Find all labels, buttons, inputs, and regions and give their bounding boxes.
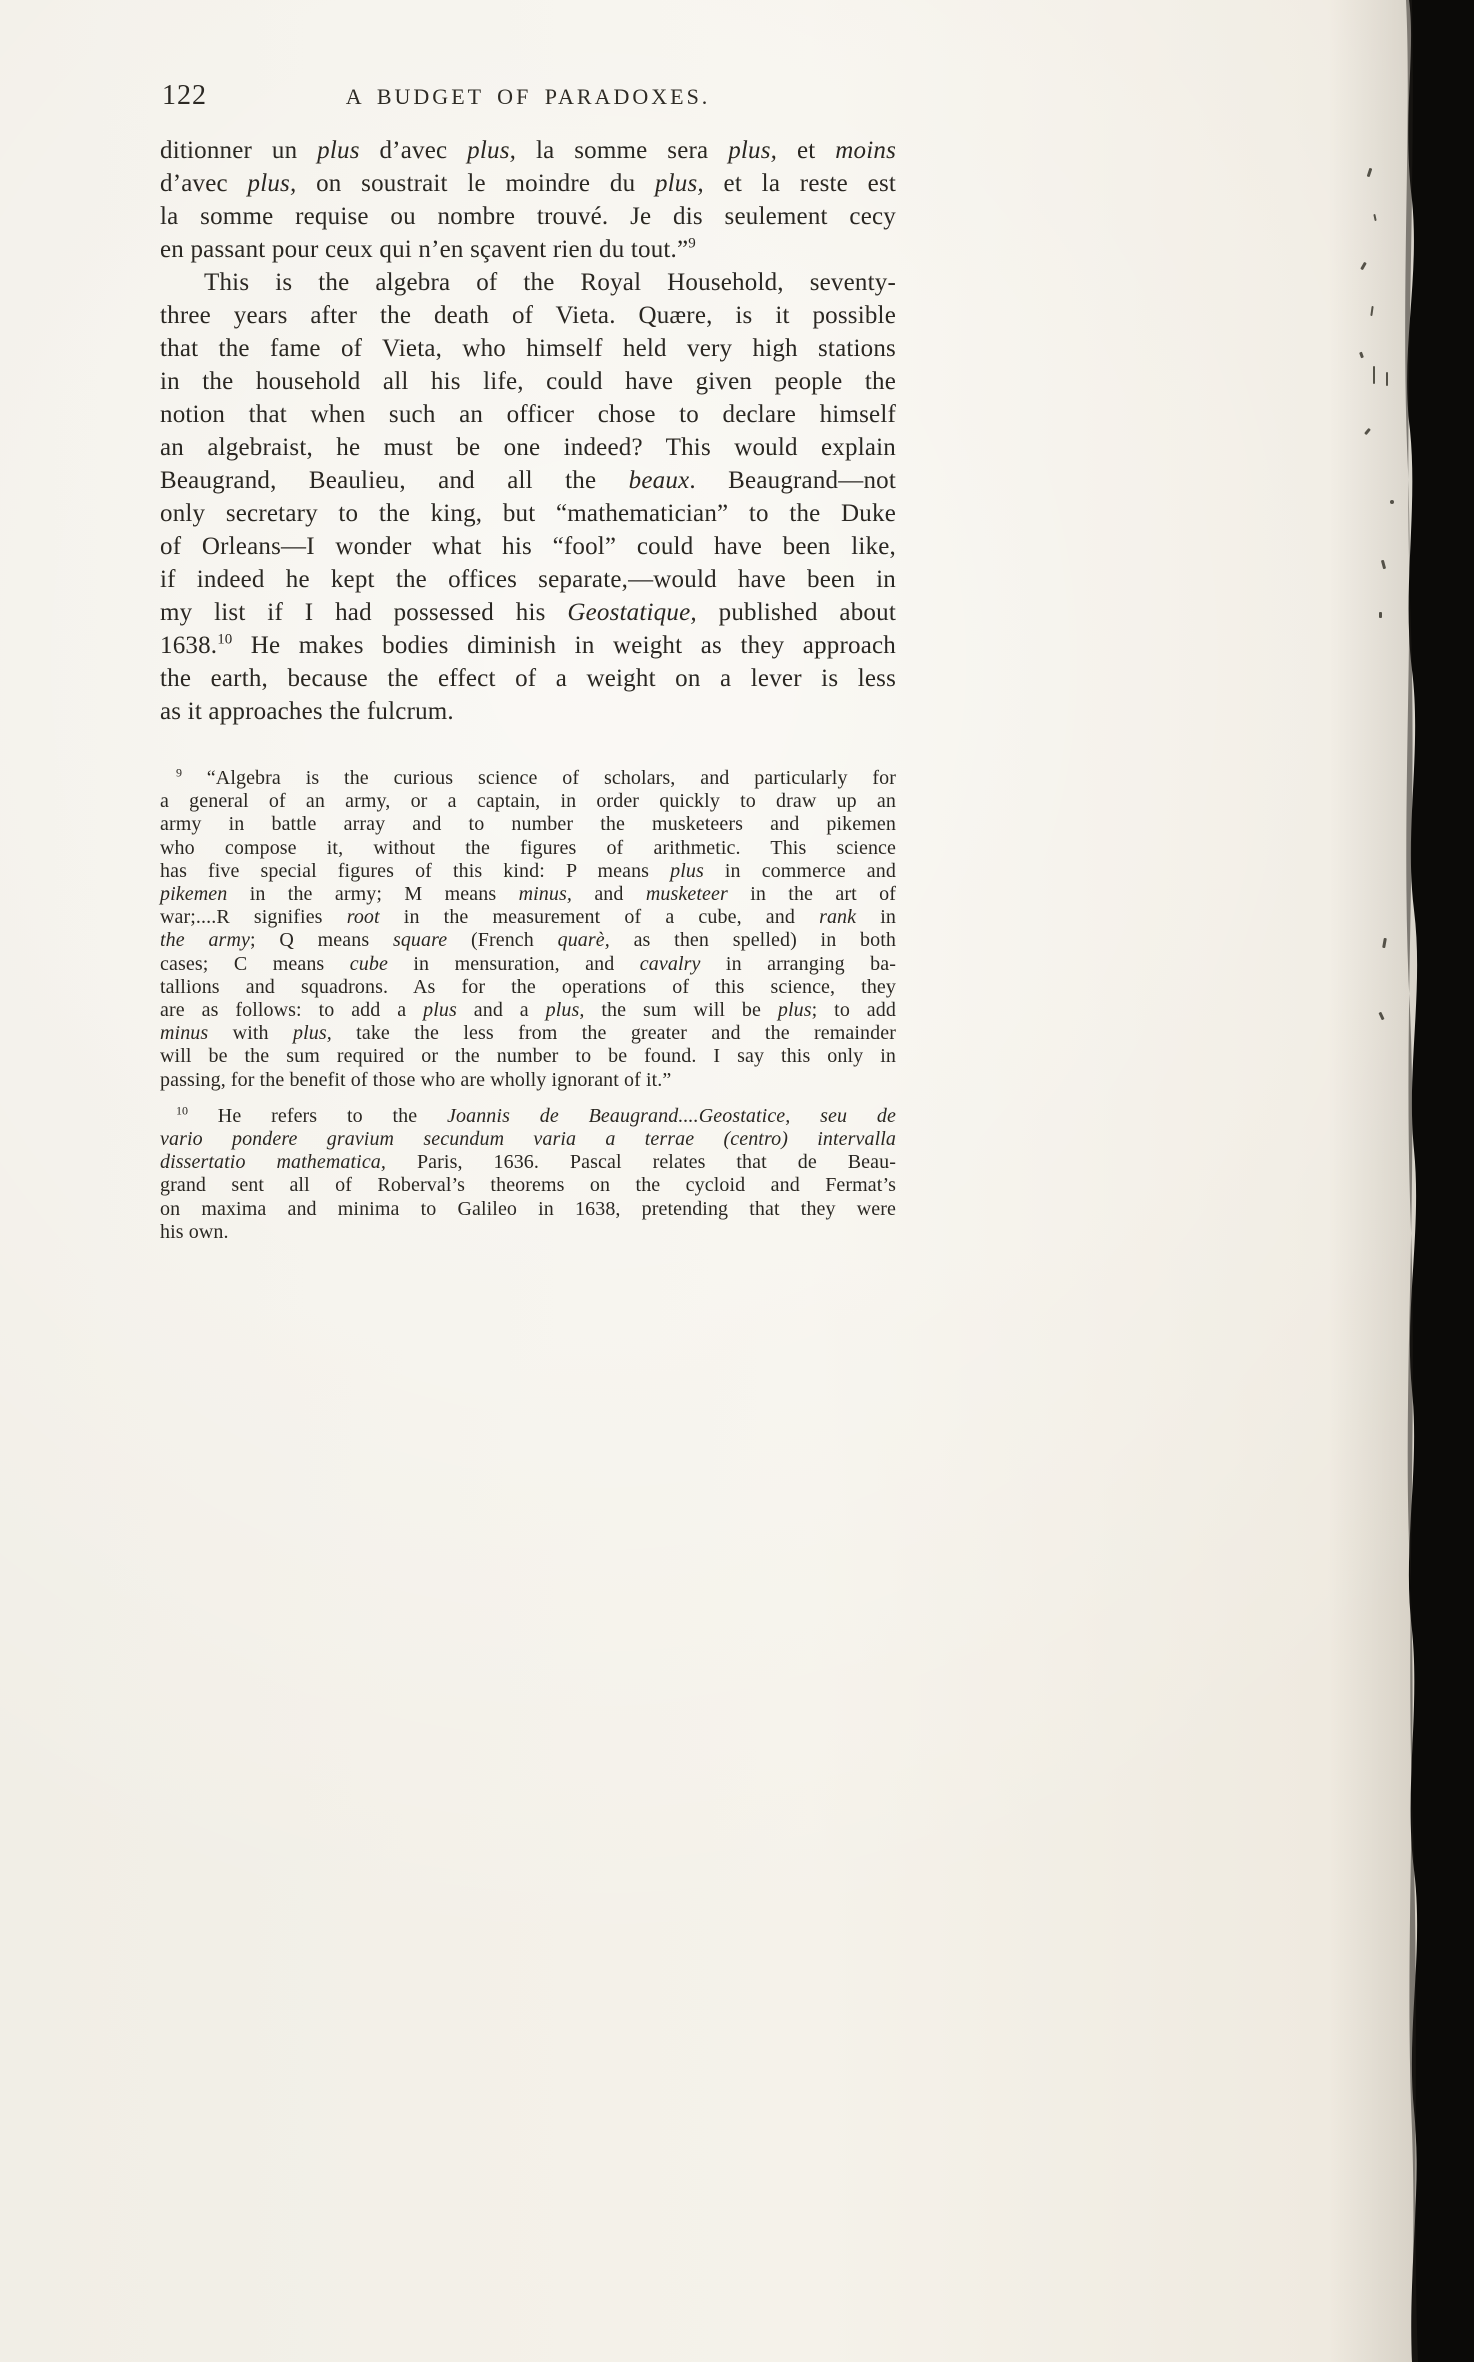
text-segment: et bbox=[777, 137, 836, 164]
text-line bbox=[160, 1128, 896, 1151]
text-line bbox=[160, 929, 896, 952]
text-segment: army in battle array and to number the musketeers and pikemen bbox=[160, 813, 896, 836]
text-segment: as it approaches the fulcrum. bbox=[160, 698, 454, 725]
text-segment: grand sent all of Roberval’s theorems on the cycloid and Fermat’s bbox=[160, 1174, 896, 1197]
text-line bbox=[160, 695, 896, 728]
text-segment: en passant pour ceux qui n’en sçavent rien du tout.” bbox=[160, 236, 689, 263]
footnote-marker: 9 bbox=[176, 765, 182, 780]
text-segment: in commerce and bbox=[703, 859, 896, 882]
text-segment: rank bbox=[819, 906, 857, 929]
text-segment: 1638. bbox=[160, 632, 218, 659]
text-segment: plus, bbox=[467, 137, 517, 164]
text-segment: in mensuration, and bbox=[387, 952, 640, 975]
text-segment: his own. bbox=[160, 1220, 229, 1243]
text-segment: has five special figures of this kind: P means bbox=[160, 859, 671, 882]
text-line bbox=[160, 134, 896, 167]
text-segment: are as follows: to add a bbox=[160, 999, 424, 1022]
text-segment: as then spelled) in both bbox=[609, 929, 896, 952]
text-line bbox=[160, 596, 896, 629]
text-segment: “Algebra is the curious science of scholars, and particularly for bbox=[182, 767, 896, 789]
text-segment: Paris, 1636. Pascal relates that de Beau- bbox=[386, 1151, 896, 1174]
text-segment: three years after the death of Vieta. Quære, is it possible bbox=[160, 302, 896, 329]
text-segment: in bbox=[856, 906, 897, 929]
text-segment: minus, bbox=[518, 883, 572, 906]
text-segment: and bbox=[571, 883, 646, 906]
text-segment: cases; C means bbox=[160, 952, 350, 975]
paragraph-main bbox=[160, 266, 896, 728]
text-line bbox=[160, 431, 896, 464]
text-segment: of Orleans—I wonder what his “fool” could have been like, bbox=[160, 533, 896, 560]
text-segment: in the measurement of a cube, and bbox=[379, 906, 820, 929]
text-segment: la somme sera bbox=[516, 137, 729, 164]
text-line bbox=[160, 167, 896, 200]
text-line bbox=[160, 1069, 896, 1092]
text-line bbox=[160, 497, 896, 530]
text-segment: (French bbox=[447, 929, 558, 952]
text-line bbox=[160, 1105, 896, 1128]
text-segment: my list if I had possessed his bbox=[160, 599, 568, 626]
footnote-marker: 10 bbox=[176, 1103, 188, 1118]
text-segment: will be the sum required or the number to be found. I say this only in bbox=[160, 1045, 896, 1068]
scan-speck bbox=[1379, 612, 1382, 618]
text-segment: on maxima and minima to Galileo in 1638, pretending that they were bbox=[160, 1197, 896, 1220]
scan-speck bbox=[1390, 500, 1394, 504]
text-segment: plus, bbox=[654, 170, 704, 197]
text-segment: dissertatio mathematica, bbox=[160, 1151, 387, 1174]
text-segment: He refers to the bbox=[188, 1104, 448, 1127]
text-segment: take the less from the greater and the remainder bbox=[331, 1022, 896, 1045]
text-segment: plus, bbox=[728, 137, 778, 164]
footnotes bbox=[160, 767, 896, 1244]
text-segment: in the army; M means bbox=[227, 883, 519, 906]
text-line bbox=[160, 976, 896, 999]
text-segment: the sum will be bbox=[584, 999, 778, 1022]
body-text bbox=[160, 134, 896, 728]
text-line bbox=[160, 629, 896, 662]
text-segment: the earth, because the effect of a weight on a lever is less bbox=[160, 665, 896, 692]
text-line bbox=[160, 1221, 896, 1244]
text-segment: that the fame of Vieta, who himself held very high stations bbox=[160, 335, 896, 362]
text-segment: . Beaugrand—not bbox=[689, 467, 896, 494]
footnote-marker: 10 bbox=[217, 631, 233, 648]
footnote-marker: 9 bbox=[688, 235, 696, 252]
text-line bbox=[160, 1022, 896, 1045]
text-line bbox=[160, 332, 896, 365]
text-segment: ; to add bbox=[811, 999, 896, 1022]
text-segment: et la reste est bbox=[703, 170, 897, 197]
text-line bbox=[160, 906, 896, 929]
text-segment: root bbox=[346, 906, 380, 929]
text-segment: moins bbox=[835, 137, 896, 164]
text-line bbox=[160, 1198, 896, 1221]
text-line bbox=[160, 266, 896, 299]
text-segment: and a bbox=[456, 999, 546, 1022]
text-segment: d’avec bbox=[359, 137, 468, 164]
text-line bbox=[160, 837, 896, 860]
text-line bbox=[160, 200, 896, 233]
page-number: 122 bbox=[162, 80, 207, 111]
text-segment: on soustrait le moindre du bbox=[296, 170, 655, 197]
text-segment: pikemen bbox=[160, 883, 228, 906]
page-header bbox=[160, 78, 896, 120]
text-segment: la somme requise ou nombre trouvé. Je dis seulement cecy bbox=[160, 203, 896, 230]
text-segment: if indeed he kept the offices separate,—would have been in bbox=[160, 566, 896, 593]
text-segment: cavalry bbox=[639, 952, 701, 975]
text-segment: plus, bbox=[545, 999, 585, 1022]
text-line bbox=[160, 883, 896, 906]
text-line bbox=[160, 299, 896, 332]
text-line bbox=[160, 464, 896, 497]
text-segment: minus bbox=[160, 1022, 209, 1045]
text-segment: in arranging ba- bbox=[700, 952, 896, 975]
text-segment: in the household all his life, could have given people the bbox=[160, 368, 896, 395]
text-segment: in the art of bbox=[727, 883, 896, 906]
text-line bbox=[160, 999, 896, 1022]
text-line bbox=[160, 365, 896, 398]
text-line bbox=[160, 953, 896, 976]
scan-speck bbox=[1373, 366, 1375, 384]
text-segment: Joannis de Beaugrand....Geostatice, seu de bbox=[447, 1104, 896, 1127]
text-segment: This is the algebra of the Royal Household, seventy- bbox=[204, 269, 896, 296]
paragraph-french-quote bbox=[160, 134, 896, 266]
text-segment: ditionner un bbox=[160, 137, 318, 164]
text-segment: an algebraist, he must be one indeed? This would explain bbox=[160, 434, 896, 461]
text-line bbox=[160, 1151, 896, 1174]
text-line bbox=[160, 1045, 896, 1068]
text-segment: cube bbox=[349, 952, 388, 975]
text-line bbox=[160, 1174, 896, 1197]
text-segment: plus bbox=[777, 999, 812, 1022]
text-segment: plus bbox=[423, 999, 457, 1022]
text-segment: war;....R signifies bbox=[160, 906, 347, 929]
text-segment: ; Q means bbox=[249, 929, 393, 952]
text-segment: d’avec bbox=[160, 170, 248, 197]
text-segment: published about bbox=[696, 599, 896, 626]
text-segment: only secretary to the king, but “mathematician” to the Duke bbox=[160, 500, 896, 527]
text-segment: who compose it, without the figures of arithmetic. This science bbox=[160, 836, 896, 859]
text-segment: quarè, bbox=[557, 929, 610, 952]
text-segment: musketeer bbox=[645, 883, 728, 906]
text-line bbox=[160, 563, 896, 596]
text-line bbox=[160, 233, 896, 266]
text-line bbox=[160, 767, 896, 790]
text-segment: square bbox=[392, 929, 448, 952]
text-segment: passing, for the benefit of those who are wholly ignorant of it.” bbox=[160, 1068, 672, 1091]
text-segment: beaux bbox=[628, 467, 690, 494]
footnote-9 bbox=[160, 767, 896, 1092]
text-segment: tallions and squadrons. As for the operations of this science, they bbox=[160, 975, 896, 998]
scan-speck bbox=[1386, 372, 1388, 386]
text-segment: Beaugrand, Beaulieu, and all the bbox=[160, 467, 629, 494]
text-segment: plus bbox=[670, 859, 704, 882]
text-segment: a general of an army, or a captain, in order quickly to draw up an bbox=[160, 790, 896, 813]
text-line bbox=[160, 860, 896, 883]
text-line bbox=[160, 790, 896, 813]
text-line bbox=[160, 813, 896, 836]
text-segment: plus, bbox=[292, 1022, 332, 1045]
text-segment: He makes bodies diminish in weight as they approach bbox=[232, 632, 896, 659]
text-segment: plus, bbox=[247, 170, 297, 197]
text-line bbox=[160, 398, 896, 431]
text-line bbox=[160, 662, 896, 695]
text-segment: with bbox=[208, 1022, 293, 1045]
scan-binding-band bbox=[1354, 0, 1474, 2362]
text-segment: Geostatique, bbox=[567, 599, 697, 626]
text-segment: plus bbox=[317, 137, 360, 164]
text-segment: the army bbox=[160, 929, 250, 952]
text-segment: vario pondere gravium secundum varia a terrae (centro) intervalla bbox=[160, 1128, 896, 1151]
footnote-10 bbox=[160, 1105, 896, 1244]
text-line bbox=[160, 530, 896, 563]
text-segment: notion that when such an officer chose to declare himself bbox=[160, 401, 896, 428]
running-title: A BUDGET OF PARADOXES. bbox=[345, 84, 711, 109]
